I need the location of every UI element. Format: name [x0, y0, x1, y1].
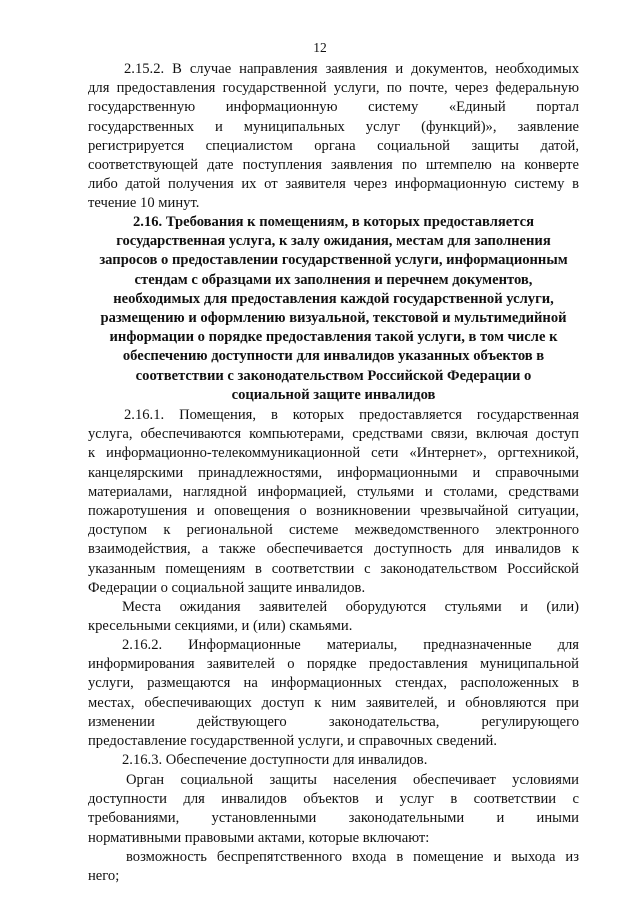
text-line: 2.16.3. Обеспечение доступности для инвалидов.: [122, 752, 428, 768]
paragraph-2-15-2: [88, 60, 579, 214]
heading-line: соответствии с законодательством Российской Федерации о: [135, 367, 532, 384]
text-line: 2.16.2. Информационные материалы, предназначенные для: [122, 637, 579, 653]
heading-line: стендам с образцами их заполнения и перечнем документов,: [134, 271, 533, 288]
heading-line: социальной защите инвалидов: [231, 386, 436, 403]
text-line: местах, обеспечивающих доступ к ним заявителей, и обновляются при: [88, 694, 579, 711]
text-line: течение 10 минут.: [88, 195, 200, 212]
text-line: Федерации о социальной защите инвалидов.: [88, 579, 366, 596]
text-line: 2.16.1. Помещения, в которых предоставляется государственная: [124, 407, 579, 423]
paragraph-2-16-2: [88, 636, 579, 751]
heading-line: размещению и оформлению визуальной, текстовой и мультимедийной: [100, 309, 567, 326]
text-line: требованиями, установленными законодательными и иными: [88, 810, 579, 827]
heading-line: необходимых для предоставления каждой государственной услуги,: [113, 290, 554, 307]
text-line: либо датой получения их от заявителя через информационную систему в: [88, 176, 579, 193]
text-line: регистрируется специалистом органа социальной защиты датой,: [88, 137, 579, 154]
text-line: к информационно-телекоммуникационной сети «Интернет», оргтехникой,: [88, 445, 579, 462]
text-line: информирования заявителей о порядке предоставления муниципальной: [88, 656, 579, 673]
paragraph-2-16-3: [88, 751, 579, 770]
paragraph-access: [88, 848, 579, 886]
text-line: возможность беспрепятственного входа в помещение и выхода из: [126, 849, 579, 865]
text-line: 2.15.2. В случае направления заявления и документов, необходимых: [124, 61, 579, 77]
text-line: государственных и муниципальных услуг (функций)», заявление: [88, 118, 579, 135]
text-line: кресельными секциями, и (или) скамьями.: [88, 618, 353, 635]
text-line: материалами, наглядной информацией, стульями и столами, средствами: [88, 483, 579, 500]
heading-line: информации о порядке предоставления такой услуги, в том числе к: [109, 329, 558, 346]
text-line: предоставление государственной услуги, и справочных сведений.: [88, 732, 497, 749]
text-line: доступом к региональной системе межведомственного электронного: [88, 522, 579, 539]
paragraph-waiting-places: [88, 598, 579, 636]
text-line: пожаротушения и оповещения о возникновении чрезвычайной ситуации,: [88, 502, 579, 519]
page-number: 12: [313, 40, 327, 55]
text-line: доступности для инвалидов объектов и услуг в соответствии с: [88, 791, 579, 808]
text-line: указанным помещениям в соответствии с законодательством Российской: [88, 560, 579, 577]
heading-line: обеспечению доступности для инвалидов указанных объектов в: [122, 348, 545, 365]
heading-line: запросов о предоставлении государственной услуги, информационным: [99, 252, 568, 269]
text-line: взаимодействия, а также обеспечивается доступность для инвалидов к: [88, 541, 579, 558]
text-line: изменении действующего законодательства, регулирующего: [88, 713, 579, 730]
paragraph-2-16-1: [88, 406, 579, 598]
text-line: него;: [88, 868, 120, 885]
text-line: Орган социальной защиты населения обеспечивает условиями: [126, 772, 579, 788]
heading-line: государственная услуга, к залу ожидания, местам для заполнения: [116, 233, 551, 250]
text-line: канцелярскими принадлежностями, информационными и справочными: [88, 464, 579, 481]
text-line: для предоставления государственной услуги, по почте, через федеральную: [88, 80, 579, 97]
text-line: услуга, обеспечиваются компьютерами, средствами связи, включая доступ: [88, 426, 579, 443]
text-line: государственную информационную систему «Единый портал: [88, 99, 579, 116]
paragraph-organ: [88, 771, 579, 848]
text-line: нормативными правовыми актами, которые включают:: [88, 829, 430, 846]
section-heading-2-16: [88, 213, 579, 405]
text-line: соответствующей дате поступления заявления по штемпелю на конверте: [88, 156, 579, 173]
heading-line: 2.16. Требования к помещениям, в которых предоставляется: [133, 214, 534, 230]
text-line: Места ожидания заявителей оборудуются стульями и (или): [122, 599, 579, 615]
text-line: услуги, размещаются на информационных стендах, расположенных в: [88, 675, 579, 692]
